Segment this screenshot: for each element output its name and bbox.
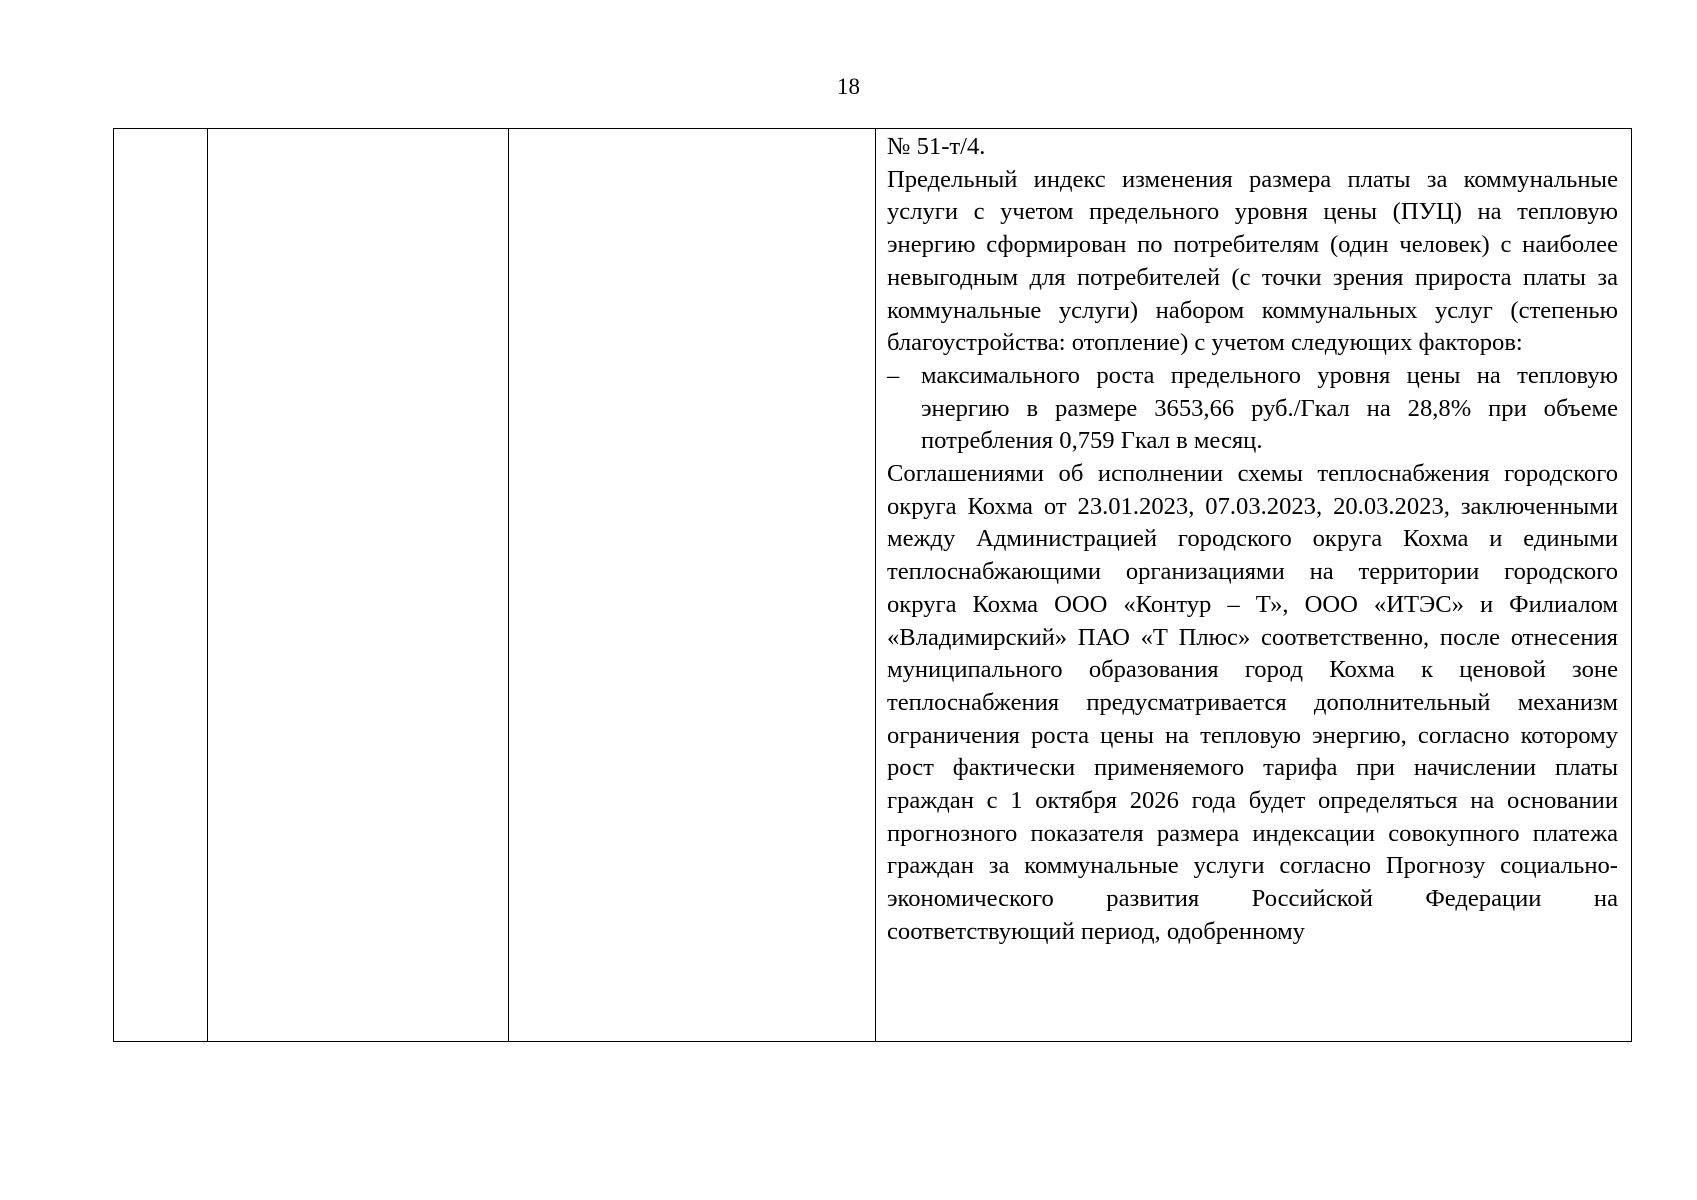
cell-text-block xyxy=(876,129,1631,949)
table-cell-3 xyxy=(509,129,876,1042)
page-number: 18 xyxy=(837,74,860,99)
paragraph-agreements: Соглашениями об исполнении схемы теплоснабжения городского округа Кохма от 23.01.2023, 07.03.2023, 20.03.2023, заключенными между Администрацией городского округа Кохма и едиными теплоснабжающими организациями на территории городского округа Кохма ООО «Контур – Т», ООО «ИТЭС» и Филиалом «Владимирский» ПАО «Т Плюс» соответственно, после отнесения муниципального образования город Кохма к ценовой зоне теплоснабжения предусматривается дополнительный механизм ограничения роста цены на тепловую энергию, согласно которому рост фактически применяемого тарифа при начислении платы граждан с 1 октября 2026 года будет определяться на основании прогнозного показателя размера индексации совокупного платежа граждан за коммунальные услуги согласно Прогнозу социально-экономического развития Российской Федерации на соответствующий период, одобренному xyxy=(887,460,1618,945)
dash-bullet-icon: – xyxy=(887,361,900,389)
table-cell-2 xyxy=(208,129,509,1042)
table-cell-4 xyxy=(876,129,1632,1042)
table-row xyxy=(114,129,1632,1042)
decree-reference: № 51-т/4. xyxy=(887,133,986,160)
list-item-text: максимального роста предельного уровня цены на тепловую энергию в размере 3653,66 руб./Гкал на 28,8% при объеме потребления 0,759 Гкал в месяц. xyxy=(921,361,1618,455)
table-cell-1 xyxy=(114,129,208,1042)
document-table xyxy=(113,128,1632,1042)
list-item xyxy=(887,360,1618,458)
factor-list xyxy=(887,360,1618,458)
paragraph-index-description: Предельный индекс изменения размера платы за коммунальные услуги с учетом предельного уровня цены (ПУЦ) на тепловую энергию сформирован по потребителям (один человек) с наиболее невыгодным для потребителей (с точки зрения прироста платы за коммунальные услуги) набором коммунальных услуг (степенью благоустройства: отопление) с учетом следующих факторов: xyxy=(887,165,1618,357)
